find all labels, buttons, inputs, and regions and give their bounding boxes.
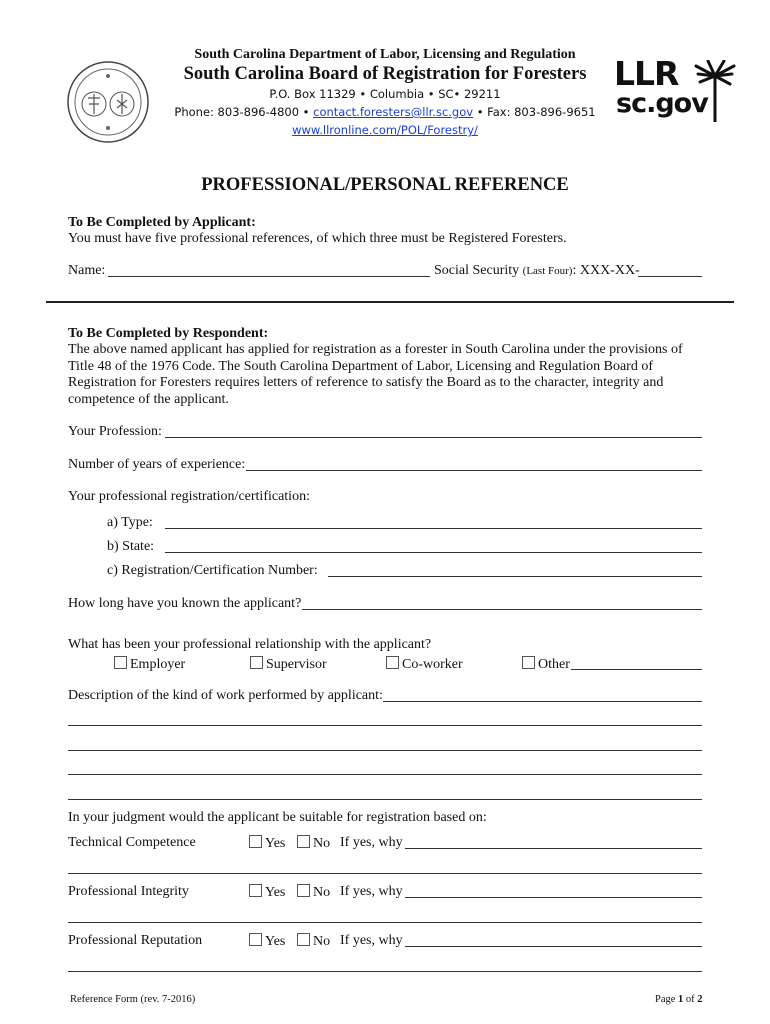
- technical-why-input[interactable]: [405, 848, 702, 849]
- respondent-heading: To Be Completed by Respondent:: [68, 326, 269, 341]
- name-label: Name:: [68, 263, 106, 278]
- known-input[interactable]: [302, 609, 702, 610]
- logo-scgov-text: sc.gov: [616, 88, 708, 119]
- other-input[interactable]: [571, 669, 702, 670]
- integrity-why-label: If yes, why: [340, 884, 403, 899]
- state-label: b) State:: [107, 539, 155, 554]
- technical-no-checkbox[interactable]: [297, 835, 310, 848]
- reputation-why-input[interactable]: [405, 946, 702, 947]
- criterion-reputation-label: Professional Reputation: [68, 933, 203, 948]
- page-total: 2: [697, 994, 703, 1005]
- no-label: No: [313, 885, 331, 900]
- years-label: Number of years of experience:: [68, 457, 246, 472]
- ssn-last-four: (Last Four): [522, 265, 573, 277]
- description-label: Description of the kind of work performed by applicant:: [68, 688, 383, 703]
- reputation-yes[interactable]: [249, 933, 285, 950]
- employer-label: Employer: [130, 657, 186, 672]
- ssn-mask: : XXX-XX-: [572, 263, 640, 278]
- coworker-checkbox[interactable]: [386, 656, 399, 669]
- regnum-label: c) Registration/Certification Number:: [107, 563, 318, 578]
- known-label: How long have you known the applicant?: [68, 596, 302, 611]
- reputation-why-label: If yes, why: [340, 933, 403, 948]
- board-name: South Carolina Board of Registration for Foresters: [183, 64, 587, 84]
- page-of: of: [683, 994, 698, 1005]
- type-label: a) Type:: [107, 515, 153, 530]
- logo-llr-text: LLR: [614, 54, 679, 93]
- reputation-no-checkbox[interactable]: [297, 933, 310, 946]
- profession-label: Your Profession:: [68, 424, 162, 439]
- coworker-label: Co-worker: [402, 657, 463, 672]
- no-label: No: [313, 836, 331, 851]
- type-input[interactable]: [165, 528, 702, 529]
- supervisor-checkbox[interactable]: [250, 656, 263, 669]
- reputation-why-line[interactable]: [68, 971, 702, 972]
- integrity-no-checkbox[interactable]: [297, 884, 310, 897]
- state-seal-icon: [66, 60, 150, 144]
- integrity-why-line[interactable]: [68, 922, 702, 923]
- technical-why-label: If yes, why: [340, 835, 403, 850]
- profession-input[interactable]: [165, 437, 702, 438]
- description-line[interactable]: [68, 725, 702, 726]
- criterion-integrity-label: Professional Integrity: [68, 884, 189, 899]
- ssn-label-text: Social Security: [434, 263, 523, 278]
- reputation-yes-checkbox[interactable]: [249, 933, 262, 946]
- no-label: No: [313, 934, 331, 949]
- ssn-label: [434, 263, 640, 279]
- palmetto-tree-icon: [694, 60, 736, 122]
- state-input[interactable]: [165, 552, 702, 553]
- description-line[interactable]: [68, 774, 702, 775]
- technical-no[interactable]: [297, 835, 330, 852]
- option-employer[interactable]: [114, 656, 185, 673]
- option-supervisor[interactable]: [250, 656, 327, 673]
- integrity-yes-checkbox[interactable]: [249, 884, 262, 897]
- option-coworker[interactable]: [386, 656, 463, 673]
- form-revision: Reference Form (rev. 7-2016): [70, 994, 196, 1005]
- technical-yes-checkbox[interactable]: [249, 835, 262, 848]
- page-prefix: Page: [655, 994, 679, 1005]
- phone-number: Phone: 803-896-4800 •: [174, 105, 314, 119]
- department-name: South Carolina Department of Labor, Licensing and Regulation: [194, 47, 576, 62]
- registration-label: Your professional registration/certification:: [68, 489, 310, 504]
- yes-label: Yes: [265, 885, 286, 900]
- integrity-why-input[interactable]: [405, 897, 702, 898]
- mailing-address: P.O. Box 11329 • Columbia • SC• 29211: [269, 87, 501, 101]
- website-line: [170, 123, 600, 137]
- employer-checkbox[interactable]: [114, 656, 127, 669]
- applicant-instructions: You must have five professional references, of which three must be Registered Foresters.: [68, 231, 567, 246]
- technical-why-line[interactable]: [68, 873, 702, 874]
- other-checkbox[interactable]: [522, 656, 535, 669]
- respondent-paragraph: The above named applicant has applied for registration as a forester in South Carolina under the provisions of Title 48 of the 1976 Code. The South Carolina Department of Labor, Licensing and Regulation Board of Registration for Foresters requires letters of reference to satisfy the Board as to the character, integrity and competence of the applicant.: [68, 342, 683, 407]
- name-input[interactable]: [108, 276, 430, 277]
- regnum-input[interactable]: [328, 576, 702, 577]
- description-input[interactable]: [383, 701, 702, 702]
- contact-line: [170, 105, 600, 119]
- reputation-no[interactable]: [297, 933, 330, 950]
- email-link[interactable]: contact.foresters@llr.sc.gov: [313, 105, 474, 119]
- ssn-input[interactable]: [638, 276, 702, 277]
- technical-yes[interactable]: [249, 835, 285, 852]
- criterion-technical-label: Technical Competence: [68, 835, 196, 850]
- page-indicator: [655, 994, 703, 1005]
- description-line[interactable]: [68, 750, 702, 751]
- llr-logo: [614, 54, 736, 124]
- fax-number: • Fax: 803-896-9651: [473, 105, 596, 119]
- relationship-label: What has been your professional relationship with the applicant?: [68, 637, 432, 652]
- judgment-label: In your judgment would the applicant be suitable for registration based on:: [68, 810, 487, 825]
- form-title: PROFESSIONAL/PERSONAL REFERENCE: [201, 175, 569, 195]
- option-other[interactable]: [522, 656, 570, 673]
- description-line[interactable]: [68, 799, 702, 800]
- section-divider: [46, 301, 734, 303]
- years-input[interactable]: [246, 470, 702, 471]
- page-number: 1: [678, 994, 684, 1005]
- other-label: Other: [538, 657, 570, 672]
- yes-label: Yes: [265, 934, 286, 949]
- integrity-yes[interactable]: [249, 884, 285, 901]
- website-link[interactable]: www.llronline.com/POL/Forestry/: [292, 123, 478, 137]
- yes-label: Yes: [265, 836, 286, 851]
- supervisor-label: Supervisor: [266, 657, 327, 672]
- integrity-no[interactable]: [297, 884, 330, 901]
- applicant-heading: To Be Completed by Applicant:: [68, 215, 256, 230]
